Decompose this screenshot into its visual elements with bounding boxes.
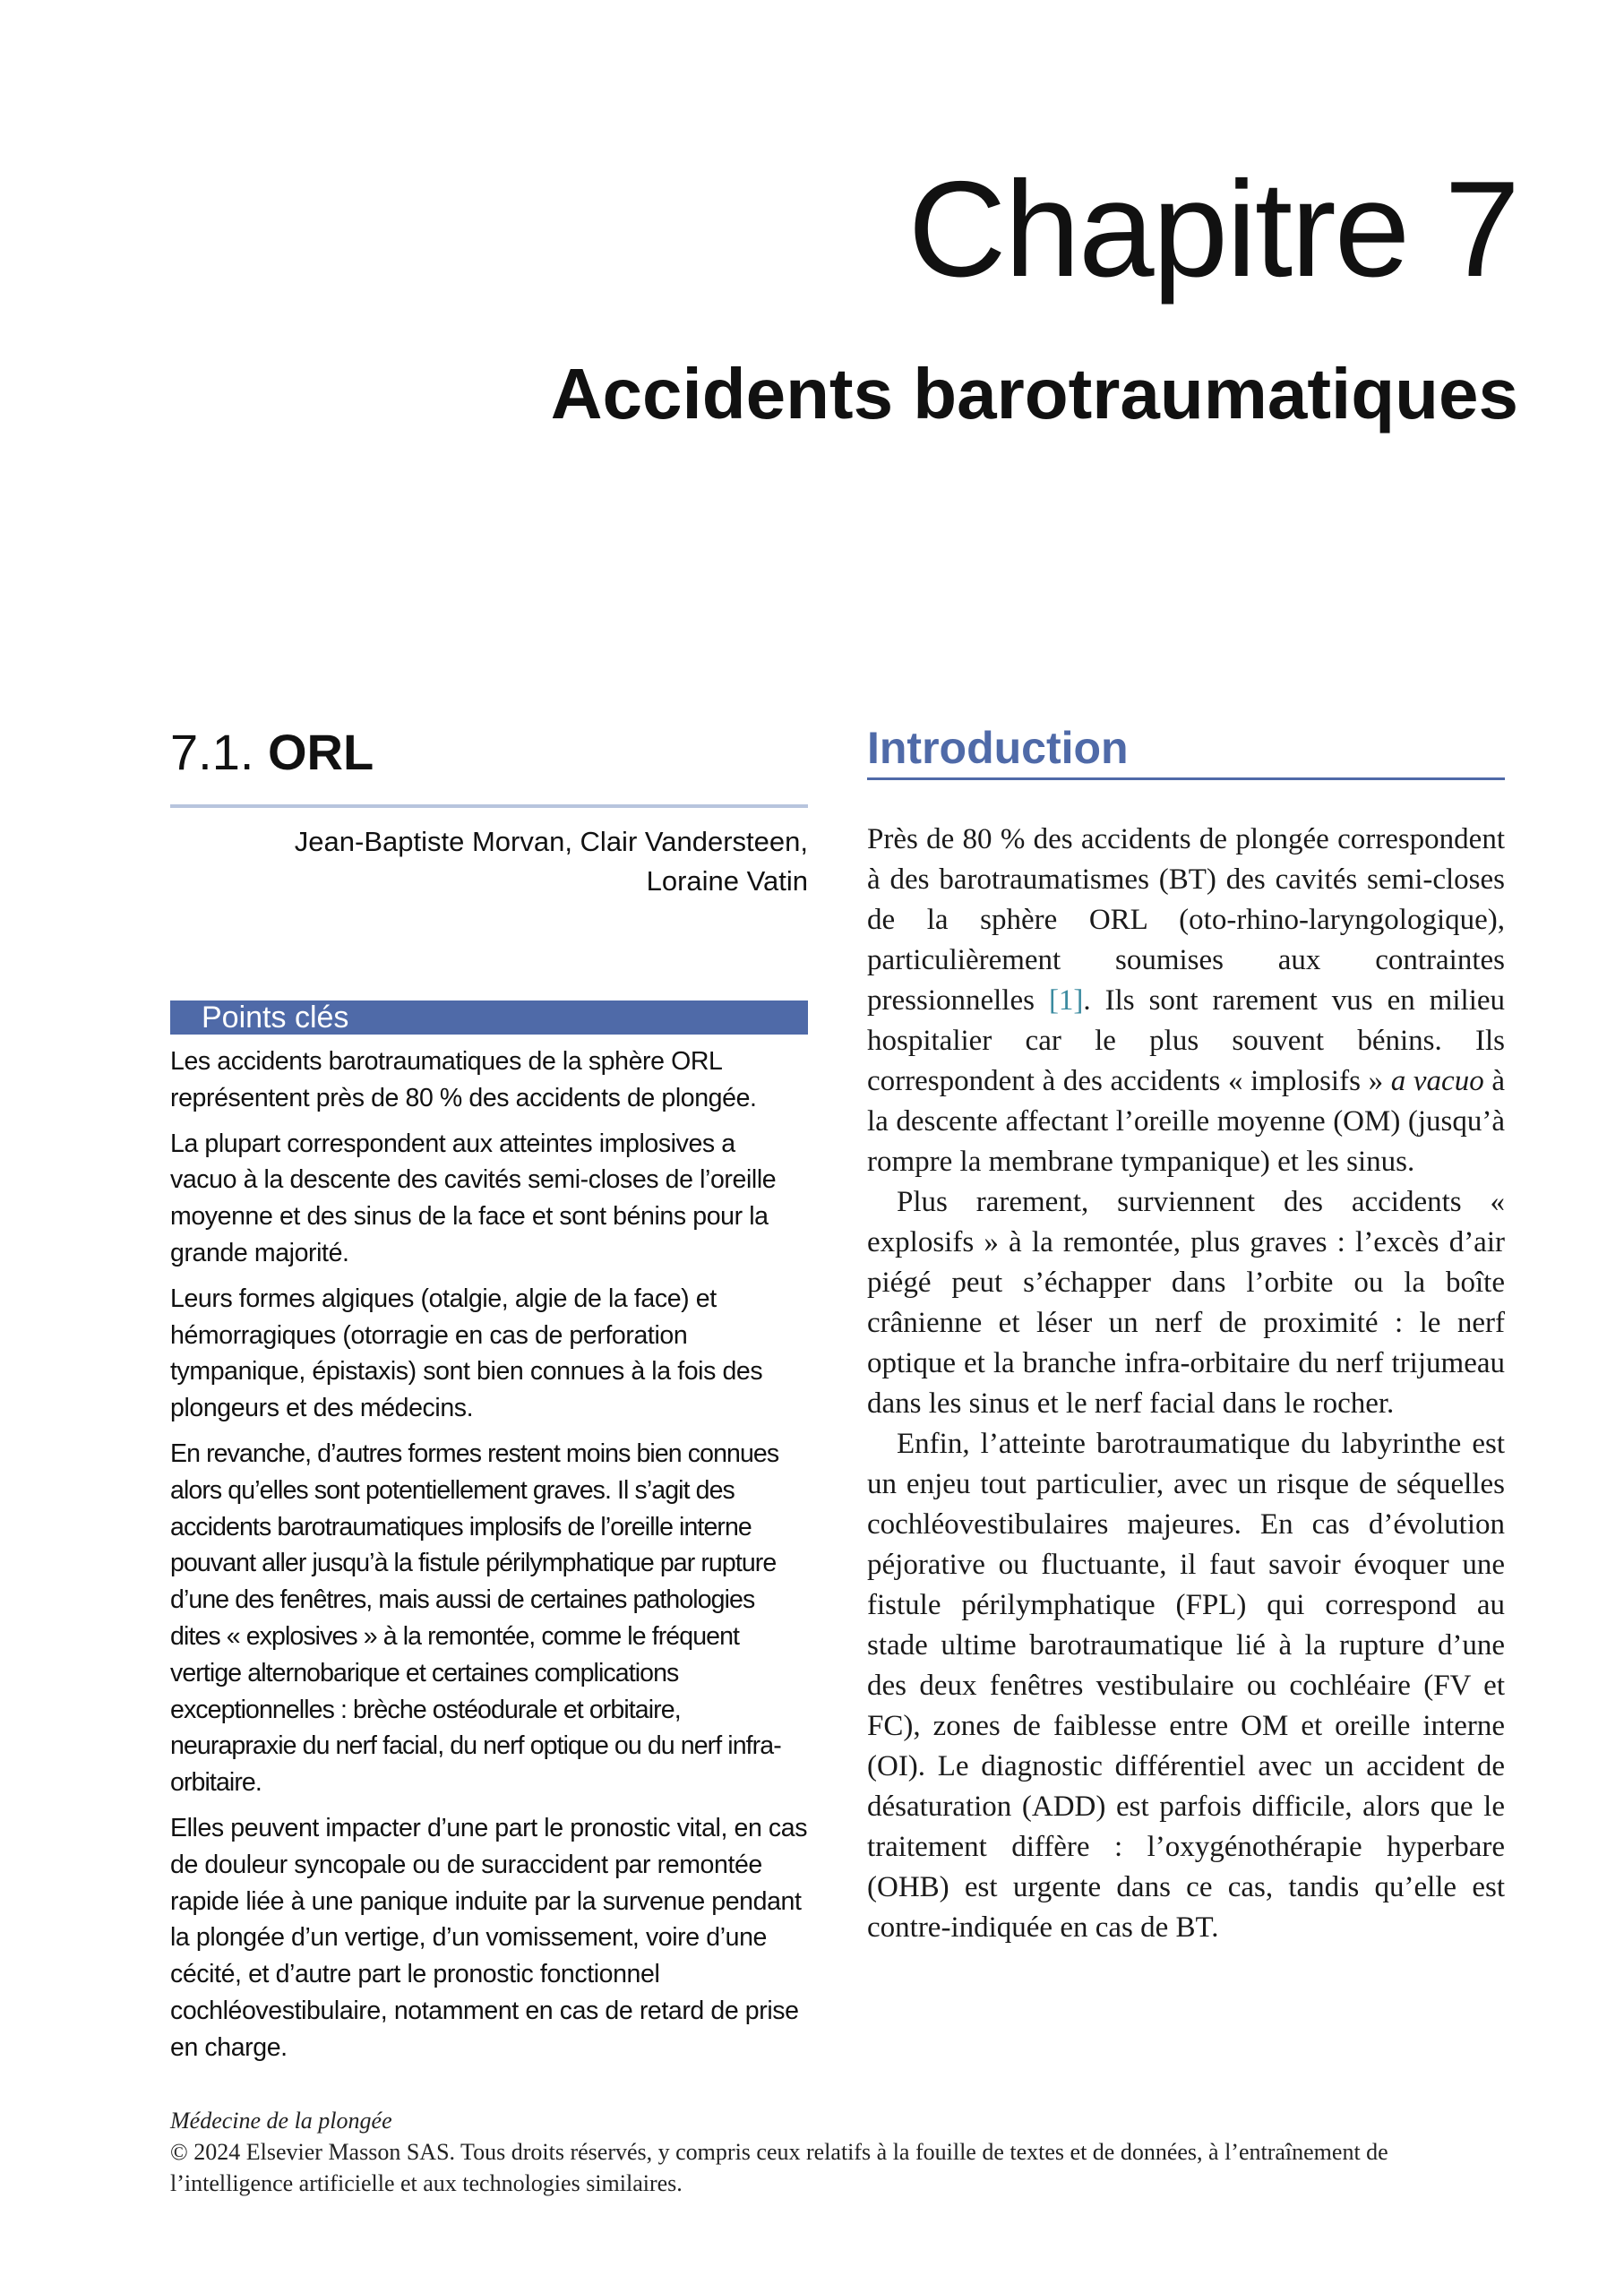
section-divider: [170, 804, 808, 808]
authors-line-2: Loraine Vatin: [646, 865, 808, 897]
key-point-paragraph: Les accidents barotraumatiques de la sphère ORL représentent près de 80 % des accidents de plongée.: [170, 1047, 757, 1112]
page-footer: [170, 2105, 1505, 2199]
introduction-paragraph-1: Près de 80 % des accidents de plongée correspondent à des barotraumatismes (BT) des cavités semi-closes de la sphère ORL (oto-rhino-laryngologique), particulièrement soumises aux contraintes pressionnelles [1]. Ils sont rarement vus en milieu hospitalier car le plus souvent bénins. Ils correspondent à des accidents « implosifs » a vacuo à la descente affectant l’oreille moyenne (OM) (jusqu’à rompre la membrane tympanique) et les sinus.: [867, 823, 1506, 1178]
copyright-notice: © 2024 Elsevier Masson SAS. Tous droits réservés, y compris ceux relatifs à la fouille de textes et de données, à l’entraînement de l’intelligence artificielle et aux technologies similaires.: [170, 2139, 1388, 2196]
key-points-title: Points clés: [202, 1001, 349, 1035]
book-title: Médecine de la plongée: [170, 2108, 392, 2134]
authors-line-1: Jean-Baptiste Morvan, Clair Vandersteen,: [294, 826, 808, 857]
introduction-heading: Introduction: [867, 723, 1129, 773]
introduction-divider: [867, 777, 1505, 780]
introduction-body: [867, 820, 1505, 1948]
reference-link[interactable]: [1]: [1048, 984, 1084, 1017]
key-points-header: [170, 1001, 808, 1035]
introduction-paragraph-2: Plus rarement, surviennent des accidents « explosifs » à la remontée, plus graves : l’excès d’air piégé peut s’échapper dans l’orbite ou la boîte crânienne et léser un nerf de proximité : le nerf optique et la branche infra-orbitaire du nerf trijumeau dans les sinus et le nerf facial dans le rocher.: [867, 1186, 1505, 1420]
key-point-paragraph: En revanche, d’autres formes restent moins bien connues alors qu’elles sont potentiellement graves. Il s’agit des accidents barotraumatiques implosifs de l’oreille interne pouvant aller jusqu’à la fistule périlymphatique par rupture d’une des fenêtres, mais aussi de certaines pathologies dites « explosives » à la remontée, comme le fréquent vertige alternobarique et certaines complications exceptionnelles : brèche ostéodurale et orbitaire, neurapraxie du nerf facial, du nerf optique ou du nerf infra-orbitaire.: [170, 1438, 781, 1798]
key-point-paragraph: Elles peuvent impacter d’une part le pronostic vital, en cas de douleur syncopale ou de suraccident par remontée rapide liée à une panique induite par la survenue pendant la plongée d’un vertige, d’un vomissement, voire d’une cécité, et d’autre part le pronostic fonctionnel cochléovestibulaire, notamment en cas de retard de prise en charge.: [170, 1813, 808, 2062]
chapter-label: Chapitre 7: [907, 153, 1518, 305]
key-points-box: [170, 1043, 808, 2075]
introduction-paragraph-3: Enfin, l’atteinte barotraumatique du labyrinthe est un enjeu tout particulier, avec un risque de séquelles cochléovestibulaires majeures. En cas d’évolution péjorative ou fluctuante, il faut savoir évoquer une fistule périlymphatique (FPL) qui correspond au stade ultime barotraumatique lié à la rupture d’une des deux fenêtres vestibulaire ou cochléaire (FV et FC), zones de faiblesse entre OM et oreille interne (OI). Le diagnostic différentiel avec un accident de désaturation (ADD) est parfois difficile, alors que le traitement diffère : l’oxygénothérapie hyperbare (OHB) est urgente dans ce cas, tandis qu’elle est contre-indiquée en cas de BT.: [867, 1428, 1505, 1944]
section-heading: [170, 724, 374, 780]
key-point-paragraph: La plupart correspondent aux atteintes implosives a vacuo à la descente des cavités semi-closes de l’oreille moyenne et des sinus de la face et sont bénins pour la grande majorité.: [170, 1129, 777, 1267]
section-number: 7.1.: [170, 724, 254, 780]
key-point-paragraph: Leurs formes algiques (otalgie, algie de la face) et hémorragiques (otorragie en cas de perforation tympanique, épistaxis) sont bien connues à la fois des plongeurs et des médecins.: [170, 1284, 763, 1423]
authors: [170, 822, 808, 901]
chapter-title: Accidents barotraumatiques: [550, 354, 1518, 434]
section-name: ORL: [267, 724, 374, 780]
